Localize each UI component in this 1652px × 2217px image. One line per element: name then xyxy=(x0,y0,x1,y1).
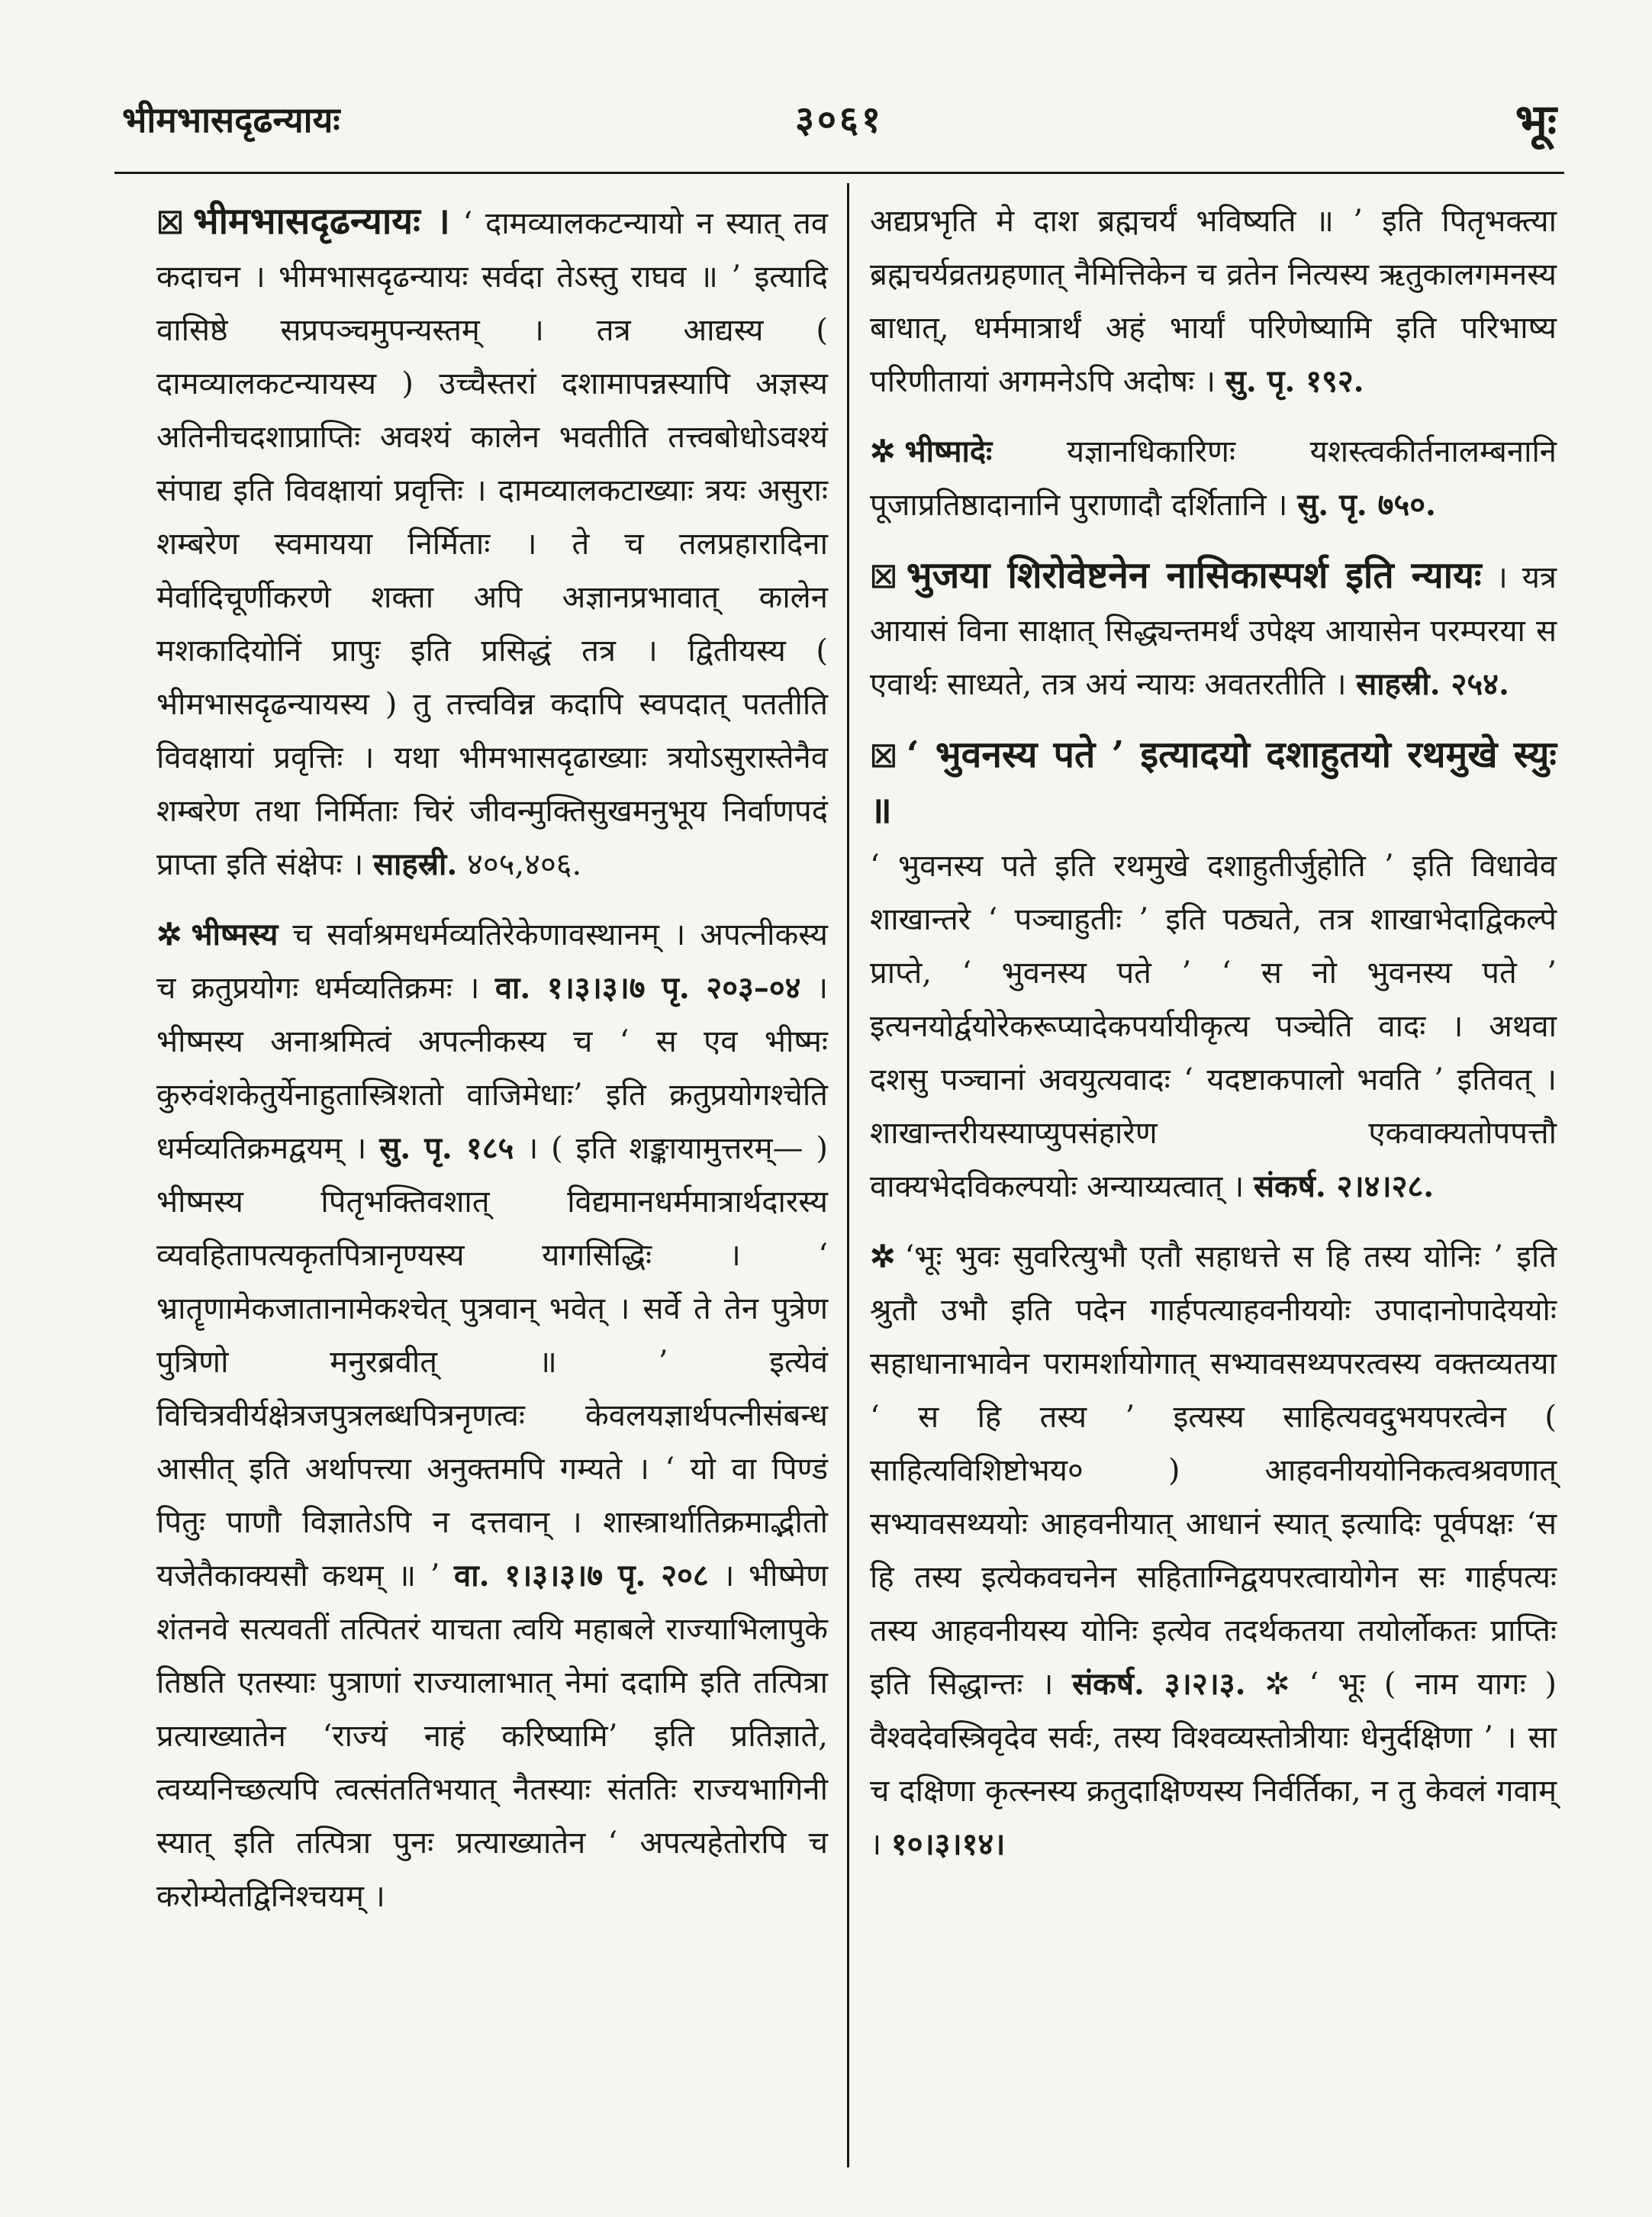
entry-text: ‘ दामव्यालकटन्यायो न स्यात् तव कदाचन । भीमभासदृढन्यायः सर्वदा तेऽस्तु राघव ॥ ’ इत्यादि वासिष्ठे सप्रपञ्चमुपन्यस्तम् । तत्र आद्यस्य ( दामव्यालकटन्यायस्य ) उच्चैस्तरां दशामापन्नस्यापि अज्ञस्य अतिनीचदशाप्राप्तिः अवश्यं कालेन भवतीति तत्त्वबोधोऽवश्यं संपाद्य इति विवक्षायां प्रवृत्तिः । दामव्यालकटाख्याः त्रयः असुराः शम्बरेण स्वमायया निर्मिताः । ते च तलप्रहारादिना मेर्वादिचूर्णीकरणे शक्ता अपि अज्ञानप्रभावात् कालेन मशकादियोनिं प्रापुः इति प्रसिद्धं तत्र । द्वितीयस्य ( भीमभासदृढन्यायस्य ) तु तत्त्वविन्न कदापि स्वपदात् पततीति विवक्षायां प्रवृत्तिः । यथा भीमभासदृढाख्याः त्रयोऽसुरास्तेनैव शम्बरेण तथा निर्मिताः चिरं जीवन्मुक्तिसुखमनुभूय निर्वाणपदं प्राप्ता इति संक्षेपः । xyxy=(156,206,828,882)
entry-headword: भीष्मादेः xyxy=(904,433,993,469)
entry-headword: भुजया शिरोवेष्टनेन नासिकास्पर्श इति न्यायः xyxy=(906,554,1482,597)
page-number: ३०६१ xyxy=(795,98,884,141)
entry-text: । ( इति शङ्कायामुत्तरम्— ) भीष्मस्य पितृभक्तिवशात् विद्यमानधर्ममात्रार्थदारस्य व्यवहितापत्यकृतपित्रानृण्यस्य यागसिद्धिः । ‘ भ्रातॄणामेकजातानामेकश्चेत् पुत्रवान् भवेत् । सर्वे ते तेन पुत्रेण पुत्रिणो मनुरब्रवीत् ॥ ’ इत्येवं विचित्रवीर्यक्षेत्रजपुत्रलब्धपित्रनृणत्वः केवलयज्ञार्थपत्नीसंबन्ध आसीत् इति अर्थापत्त्या अनुक्तमपि गम्यते । ‘ यो वा पिण्डं पितुः पाणौ विज्ञातेऽपि न दत्तवान् । शास्त्रार्थातिक्रमाद्भीतो यजेतैकाक्यसौ कथम् ॥ ’ xyxy=(156,1131,829,1593)
entry-bhuh xyxy=(870,1230,1557,1871)
left-column xyxy=(156,195,828,1940)
entry-reference: सु. पृ. १८५ xyxy=(379,1130,514,1166)
entry-marker-icon: ☒ xyxy=(870,739,897,775)
page-header xyxy=(122,80,1557,149)
entry-reference: साहस्री. xyxy=(372,846,458,882)
entry-bhuvanasya xyxy=(870,728,1557,1213)
entry-text: यज्ञानधिकारिणः यशस्त्वकीर्तनालम्बनानि पूजाप्रतिष्ठादानानि पुराणादौ दर्शितानि । xyxy=(870,434,1557,523)
header-rule xyxy=(114,172,1564,174)
entry-text: ✲ ‘ भूः ( नाम यागः ) वैश्वदेवस्त्रिवृदेव सर्वः, तस्य विश्वव्यस्तोत्रीयाः धेनुर्दक्षिणा ’ । सा च दक्षिणा कृत्स्नस्य क्रतुदाक्षिण्यस्य निर्वर्तिका, न तु केवलं गवाम् । xyxy=(870,1667,1557,1862)
running-head-right: भूः xyxy=(1515,95,1557,148)
entry-reference: सु. पृ. ७५०. xyxy=(1297,487,1436,523)
column-divider xyxy=(847,183,849,2167)
entry-continuation xyxy=(870,195,1557,408)
entry-bhimabhasa xyxy=(156,195,828,891)
entry-headword: भीमभासदृढन्यायः । xyxy=(192,200,450,243)
entry-marker-icon: ☒ xyxy=(870,559,897,595)
entry-reference: सु. पृ. १९२. xyxy=(1225,363,1364,399)
entry-text: । भीष्मस्य अनाश्रमित्वं अपत्नीकस्य च ‘ स एव भीष्मः कुरुवंशकेतुर्येनाहुतास्त्रिशतो वाजिमेधाः’ इति क्रतुप्रयोगश्चेति धर्मव्यतिक्रमद्वयम् । xyxy=(156,971,828,1166)
entry-marker-icon: ✲ xyxy=(156,917,182,952)
entry-marker-icon: ✲ xyxy=(870,1239,896,1274)
entry-marker-icon: ✲ xyxy=(870,433,896,469)
entry-text: ‘ भुवनस्य पते इति रथमुखे दशाहुतीर्जुहोति ’ इति विधावेव शाखान्तरे ‘ पञ्चाहुतीः ’ इति पठ्यते, तत्र शाखाभेदाद्विकल्पे प्राप्ते, ‘ भुवनस्य पते ’ ‘ स नो भुवनस्य पते ’ इत्यनयोर्द्वयोरेकरूप्यादेकपर्यायीकृत्य पञ्चेति वादः । अथवा दशसु पञ्चानां अवयुत्यवादः ‘ यदष्टाकपालो भवति ’ इतिवत् । शाखान्तरीयस्याप्युपसंहारेण एकवाक्यतोपपत्तौ वाक्यभेदविकल्पयोः अन्याय्यत्वात् । xyxy=(870,849,1557,1204)
entry-marker-icon: ☒ xyxy=(156,205,184,241)
entry-reference: वा. १।३।३।७ पृ. २०८ xyxy=(454,1558,709,1593)
entry-text: । भीष्मेण शंतनवे सत्यवतीं तत्पितरं याचता त्वयि महाबले राज्याभिलापुके तिष्ठति एतस्याः पुत्राणां राज्यालाभात् नेमां ददामि इति तत्पित्रा प्रत्याख्यातेन ‘राज्यं नाहं करिष्यामि’ इति प्रतिज्ञाते, त्वय्यनिच्छत्यपि त्वत्संततिभयात् नैतस्याः संततिः राज्यभागिनी स्यात् इति तत्पित्रा पुनः प्रत्याख्यातेन ‘ अपत्यहेतोरपि च करोम्येतद्विनिश्चयम् । xyxy=(156,1558,828,1914)
entry-text: अद्यप्रभृति मे दाश ब्रह्मचर्यं भविष्यति ॥ ’ इति पितृभक्त्या ब्रह्मचर्यव्रतग्रहणात् नैमित्तिकेन च व्रतेन नित्यस्य ऋतुकालगमनस्य बाधात्, धर्ममात्रार्थं अहं भार्यां परिणेष्यामि इति परिभाष्य परिणीतायां अगमनेऽपि अदोषः । xyxy=(870,204,1557,399)
entry-headword: ‘ भुवनस्य पते ’ इत्यादयो दशाहुतयो रथमुखे स्युः ॥ xyxy=(870,733,1557,832)
entry-bhishmasya xyxy=(156,908,828,1923)
entry-reference: संकर्ष. ३।२।३. xyxy=(1072,1666,1246,1702)
entry-reference-pages: ४०५,४०६. xyxy=(467,847,582,882)
running-head-left: भीमभासदृढन्यायः xyxy=(122,99,340,140)
entry-text: । यत्र आयासं विना साक्षात् सिद्ध्यन्तमर्थं उपेक्ष्य आयासेन परम्परया स एवार्थः साध्यते, तत्र अयं न्यायः अवतरतीति । xyxy=(870,560,1557,702)
entry-bhishmadeh xyxy=(870,425,1557,532)
entry-reference: वा. १।३।३।७ पृ. २०३–०४ xyxy=(494,970,801,1006)
entry-reference: साहस्री. २५४. xyxy=(1356,666,1509,702)
entry-reference: १०।३।१४। xyxy=(890,1826,1006,1862)
entry-headword: भीष्मस्य xyxy=(191,917,279,952)
entry-bhujaya xyxy=(870,549,1557,711)
entry-text: च सर्वाश्रमधर्मव्यतिरेकेणावस्थानम् । अपत्नीकस्य च क्रतुप्रयोगः धर्मव्यतिक्रमः । xyxy=(156,917,828,1006)
entry-reference: संकर्ष. २।४।२८. xyxy=(1253,1168,1435,1204)
entry-text: ‘भूः भुवः सुवरित्युभौ एतौ सहाधत्ते स हि तस्य योनिः ’ इति श्रुतौ उभौ इति पदेन गार्हपत्याहवनीययोः उपादानोपादेययोः सहाधानाभावेन परामर्शायोगात् सभ्यावसथ्यपरत्वस्य वक्तव्यतया ‘ स हि तस्य ’ इत्यस्य साहित्यवदुभयपरत्वेन ( साहित्यविशिष्टोभय० ) आहवनीययोनिकत्वश्रवणात् सभ्यावसथ्ययोः आहवनीयात् आधानं स्यात् इत्यादिः पूर्वपक्षः ‘स हि तस्य इत्येकवचनेन सहिताग्निद्वयपरत्वायोगेन सः गार्हपत्यः तस्य आहवनीयस्य योनिः इत्येव तदर्थकतया तयोर्लोकतः प्राप्तिः इति सिद्धान्तः । xyxy=(870,1239,1557,1702)
right-column xyxy=(870,195,1557,1888)
